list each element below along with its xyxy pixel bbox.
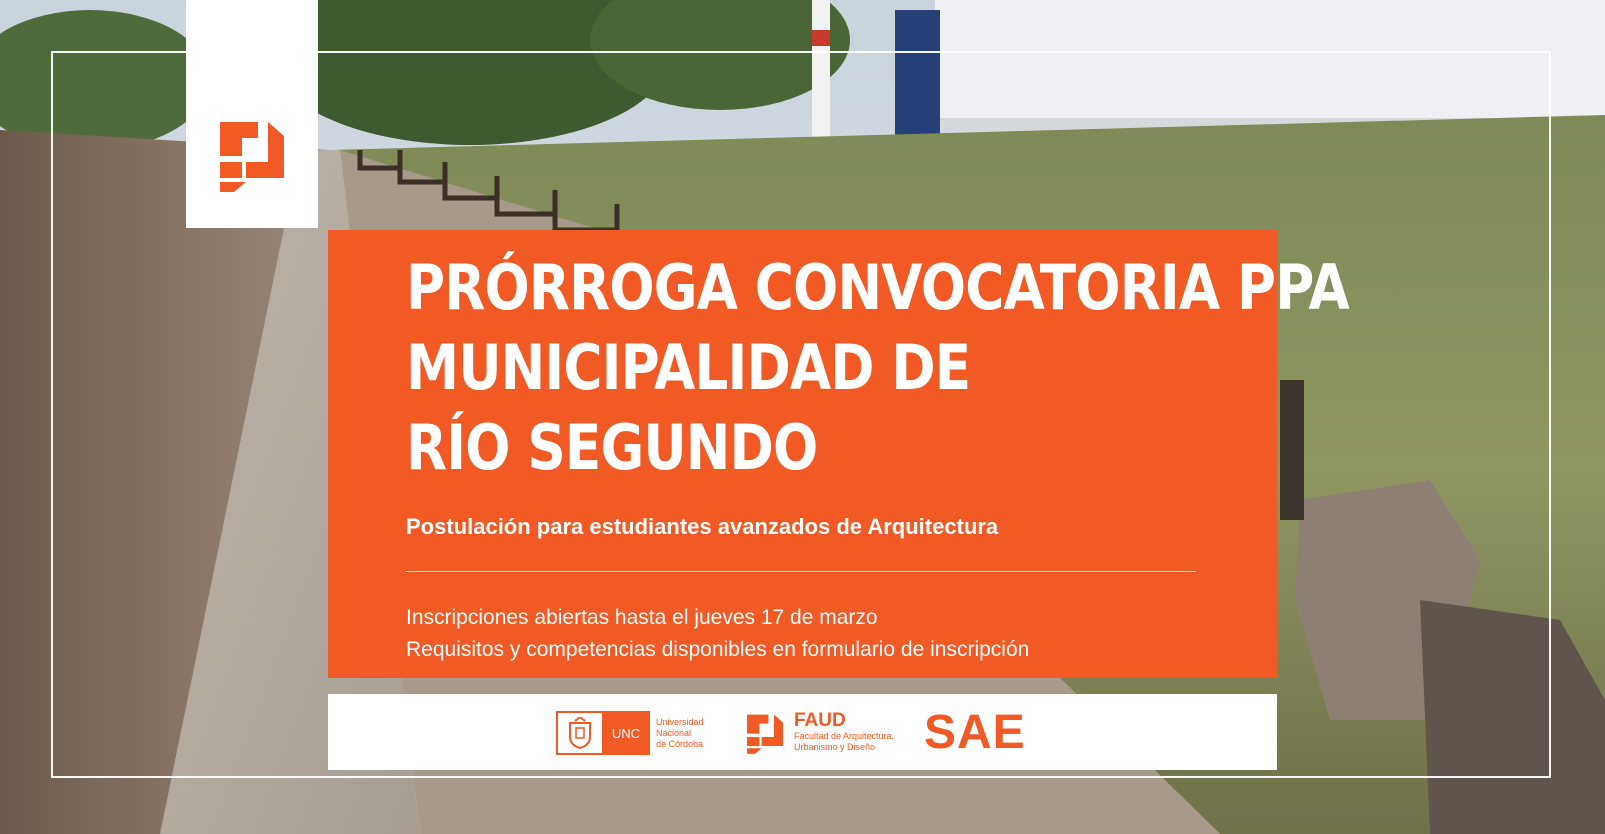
info-line-deadline: Inscripciones abiertas hasta el jueves 17 de marzo: [406, 606, 878, 629]
sponsor-logo-bar: [328, 694, 1277, 770]
unc-name-line: Universidad: [656, 716, 704, 727]
unc-name: [656, 717, 704, 750]
unc-logo-box: [556, 711, 650, 755]
faud-name-line: Urbanismo y Diseño: [794, 742, 876, 752]
faud-logo: [742, 708, 894, 756]
unc-abbreviation: UNC: [604, 713, 648, 753]
title-line: MUNICIPALIDAD DE: [406, 331, 971, 404]
title-line: PRÓRROGA CONVOCATORIA PPA: [406, 251, 1349, 324]
unc-name-line: de Córdoba: [656, 738, 704, 749]
announcement-panel: [328, 230, 1349, 678]
page-title: [406, 248, 1349, 488]
subtitle: Postulación para estudiantes avanzados de Arquitectura: [406, 514, 999, 539]
unc-name-line: Nacional: [656, 727, 692, 738]
info-text: [406, 602, 1029, 666]
faud-mark-icon: [212, 112, 292, 194]
top-logo-tile: [186, 0, 318, 228]
unc-logo: [556, 711, 704, 755]
faud-text: [794, 711, 894, 753]
title-line: RÍO SEGUNDO: [406, 411, 818, 484]
divider: [406, 571, 1196, 572]
university-crest-icon: [558, 713, 604, 753]
faud-abbreviation: FAUD: [794, 710, 846, 731]
info-line-requirements: Requisitos y competencias disponibles en formulario de inscripción: [406, 638, 1030, 661]
faud-name-line: Facultad de Arquitectura,: [794, 731, 895, 741]
faud-mark-icon: [742, 709, 788, 755]
sae-logo: SAE: [924, 706, 1026, 759]
